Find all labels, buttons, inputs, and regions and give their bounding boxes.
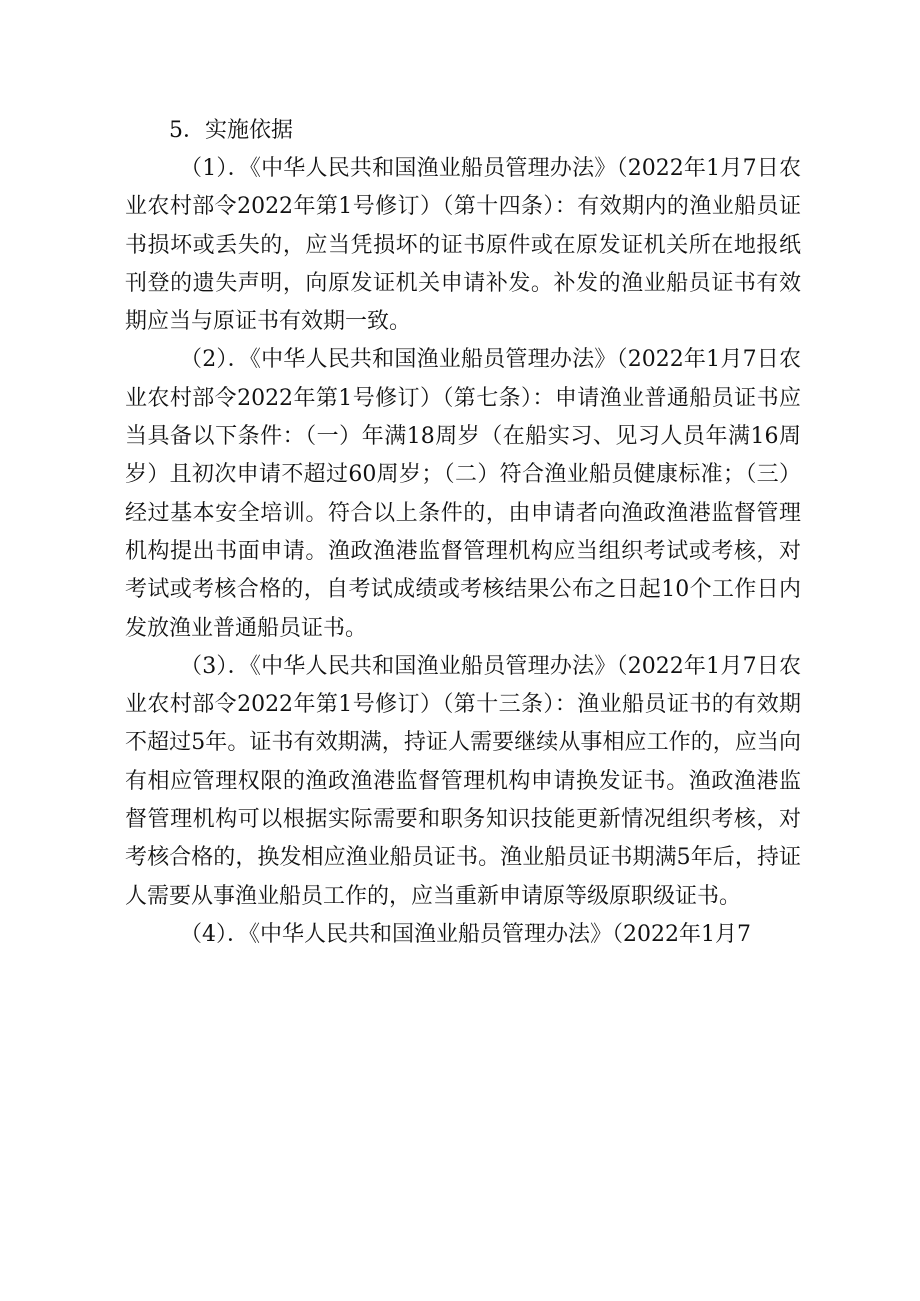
paragraph-3: （3）．《中华人民共和国渔业船员管理办法》（2022年1月7日农业农村部令2022年第1号修订）（第十三条）：渔业船员证书的有效期不超过5年。证书有效期满，持证人需要继续从事相应工作的，应当向有相应管理权限的渔政渔港监督管理机构申请换发证书。渔政渔港监督管理机构可以根据实际需要和职务知识技能更新情况组织考核，对考核合格的，换发相应渔业船员证书。渔业船员证书期满5年后，持证人需要从事渔业船员工作的，应当重新申请原等级原职级证书。 <box>125 653 801 909</box>
paragraph-2: （2）．《中华人民共和国渔业船员管理办法》（2022年1月7日农业农村部令2022年第1号修订）（第七条）：申请渔业普通船员证书应当具备以下条件：（一）年满18周岁（在船实习、见习人员年满16周岁）且初次申请不超过60周岁；（二）符合渔业船员健康标准；（三）经过基本安全培训。符合以上条件的，由申请者向渔政渔港监督管理机构提出书面申请。渔政渔港监督管理机构应当组织考试或考核，对考试或考核合格的，自考试成绩或考核结果公布之日起10个工作日内发放渔业普通船员证书。 <box>125 347 801 641</box>
section-heading: 5．实施依据 <box>169 118 293 143</box>
paragraph-1: （1）．《中华人民共和国渔业船员管理办法》（2022年1月7日农业农村部令2022年第1号修订）（第十四条）：有效期内的渔业船员证书损坏或丢失的，应当凭损坏的证书原件或在原发证机关所在地报纸刊登的遗失声明，向原发证机关申请补发。补发的渔业船员证书有效期应当与原证书有效期一致。 <box>125 156 801 335</box>
document-page <box>125 112 801 954</box>
paragraph-4: （4）．《中华人民共和国渔业船员管理办法》（2022年1月7 <box>180 921 751 947</box>
